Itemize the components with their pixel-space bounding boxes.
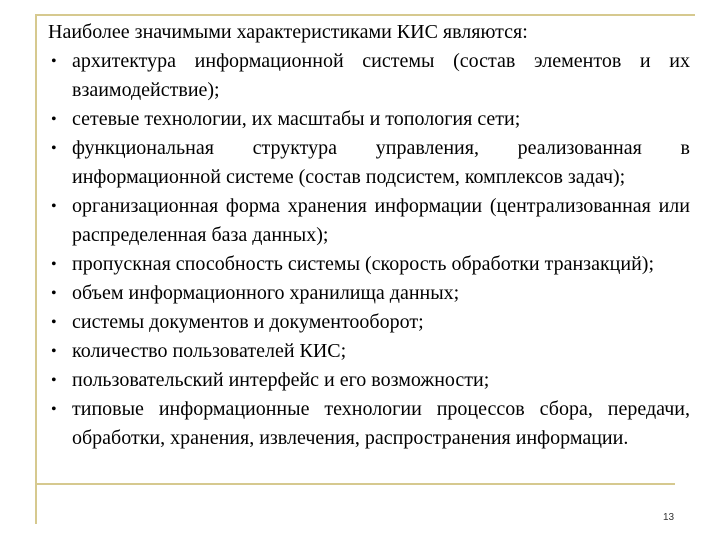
list-item-text: количество пользователей КИС; bbox=[72, 340, 347, 362]
list-item-text: пропускная способность системы (скорость обработки транзакций); bbox=[72, 253, 655, 275]
bullet-icon: • bbox=[51, 53, 57, 70]
list-item-text: объем информационного хранилища данных; bbox=[72, 282, 460, 304]
frame-left-line bbox=[35, 14, 37, 524]
list-item bbox=[48, 366, 690, 395]
bullet-icon: • bbox=[51, 343, 57, 360]
list-item bbox=[48, 279, 690, 308]
bullet-icon: • bbox=[51, 285, 57, 302]
list-item bbox=[48, 337, 690, 366]
frame-top-line bbox=[35, 14, 695, 16]
bullet-icon: • bbox=[51, 140, 57, 157]
list-item bbox=[48, 192, 690, 250]
page-number: 13 bbox=[663, 512, 675, 523]
bullet-icon: • bbox=[51, 372, 57, 389]
characteristics-list bbox=[48, 47, 690, 453]
slide-heading: Наиболее значимыми характеристиками КИС являются: bbox=[48, 21, 528, 43]
list-item bbox=[48, 105, 690, 134]
bullet-icon: • bbox=[51, 256, 57, 273]
bullet-icon: • bbox=[51, 198, 57, 215]
bullet-icon: • bbox=[51, 314, 57, 331]
list-item bbox=[48, 47, 690, 105]
list-item-text: организационная форма хранения информации (централизованная или распределенная база данных); bbox=[72, 195, 690, 246]
list-item-text: пользовательский интерфейс и его возможности; bbox=[72, 369, 490, 391]
slide-content bbox=[48, 18, 690, 453]
list-item-text: системы документов и документооборот; bbox=[72, 311, 424, 333]
list-item-text: функциональная структура управления, реализованная в информационной системе (состав подсистем, комплексов задач); bbox=[72, 137, 690, 188]
frame-bottom-line bbox=[35, 483, 675, 485]
bullet-icon: • bbox=[51, 401, 57, 418]
bullet-icon: • bbox=[51, 111, 57, 128]
list-item bbox=[48, 308, 690, 337]
list-item-text: архитектура информационной системы (состав элементов и их взаимодействие); bbox=[72, 50, 690, 101]
list-item bbox=[48, 134, 690, 192]
list-item-text: типовые информационные технологии процессов сбора, передачи, обработки, хранения, извлечения, распространения информации. bbox=[72, 398, 690, 449]
list-item bbox=[48, 250, 690, 279]
list-item-text: сетевые технологии, их масштабы и топология сети; bbox=[72, 108, 521, 130]
list-item bbox=[48, 395, 690, 453]
